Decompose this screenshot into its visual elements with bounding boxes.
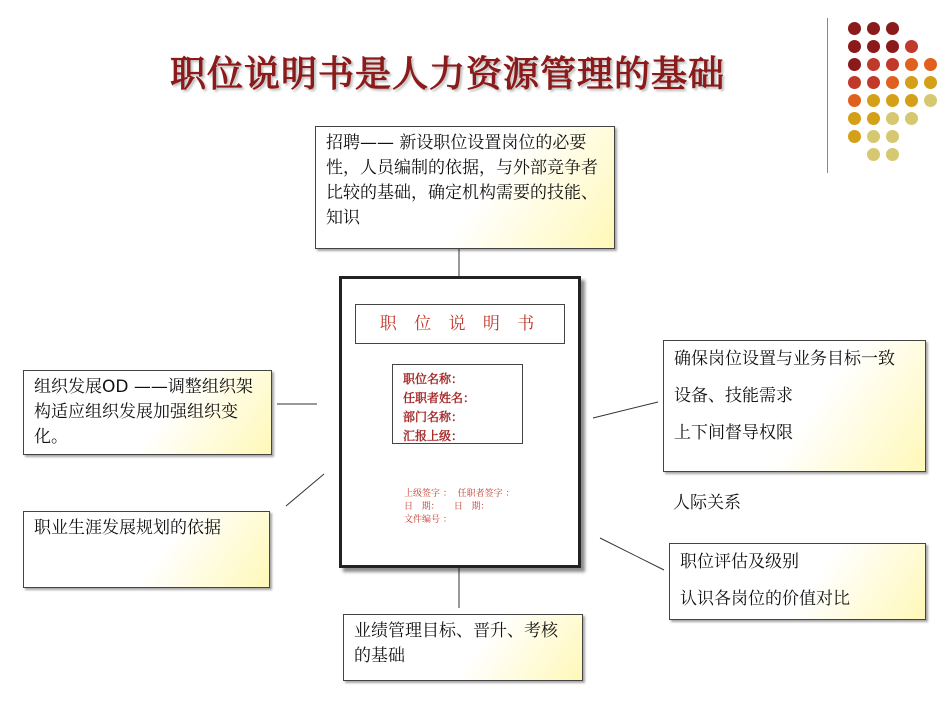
alignment-item: 确保岗位设置与业务目标一致: [674, 349, 895, 369]
alignment-item: 上下间督导权限: [674, 423, 793, 443]
document-field: 汇报上级：: [403, 429, 464, 443]
document-field: 职位名称：: [403, 372, 464, 386]
career-box: [23, 511, 270, 588]
document-signatures: [404, 488, 564, 527]
org-development-box: [23, 370, 272, 455]
document-fields: [392, 364, 523, 444]
recruitment-box: [315, 126, 615, 249]
signature-line: 日 期： 日 期：: [404, 502, 490, 512]
org-development-text: 组织发展OD ——调整组织架构适应组织发展加强组织变化。: [34, 377, 253, 447]
document-field: 部门名称：: [403, 410, 464, 424]
document-field: 任职者姓名：: [403, 391, 476, 405]
connector-left-career: [286, 474, 324, 506]
connector-right-alignment: [593, 402, 658, 418]
signature-line: 上级签字 ： 任职者签字 ：: [404, 489, 515, 499]
evaluation-item: 职位评估及级别: [680, 552, 799, 572]
relationships-text: 人际关系: [673, 493, 741, 513]
performance-text: 业绩管理目标、晋升、考核的基础: [354, 621, 558, 666]
evaluation-box: [669, 543, 926, 620]
document-header: 职 位 说 明 书: [355, 304, 565, 344]
page-title: 职位说明书是人力资源管理的基础: [170, 53, 726, 95]
alignment-box: [663, 340, 926, 472]
evaluation-item: 认识各岗位的价值对比: [680, 589, 850, 609]
connector-right-evaluation: [600, 538, 664, 570]
signature-line: 文件编号 ：: [404, 515, 452, 525]
alignment-item: 设备、技能需求: [674, 386, 793, 406]
recruitment-text: 招聘—— 新设职位设置岗位的必要性，人员编制的依据，与外部竞争者比较的基础，确定机构需要的技能、知识: [326, 133, 598, 228]
career-text: 职业生涯发展规划的依据: [34, 518, 221, 538]
performance-box: [343, 614, 583, 681]
